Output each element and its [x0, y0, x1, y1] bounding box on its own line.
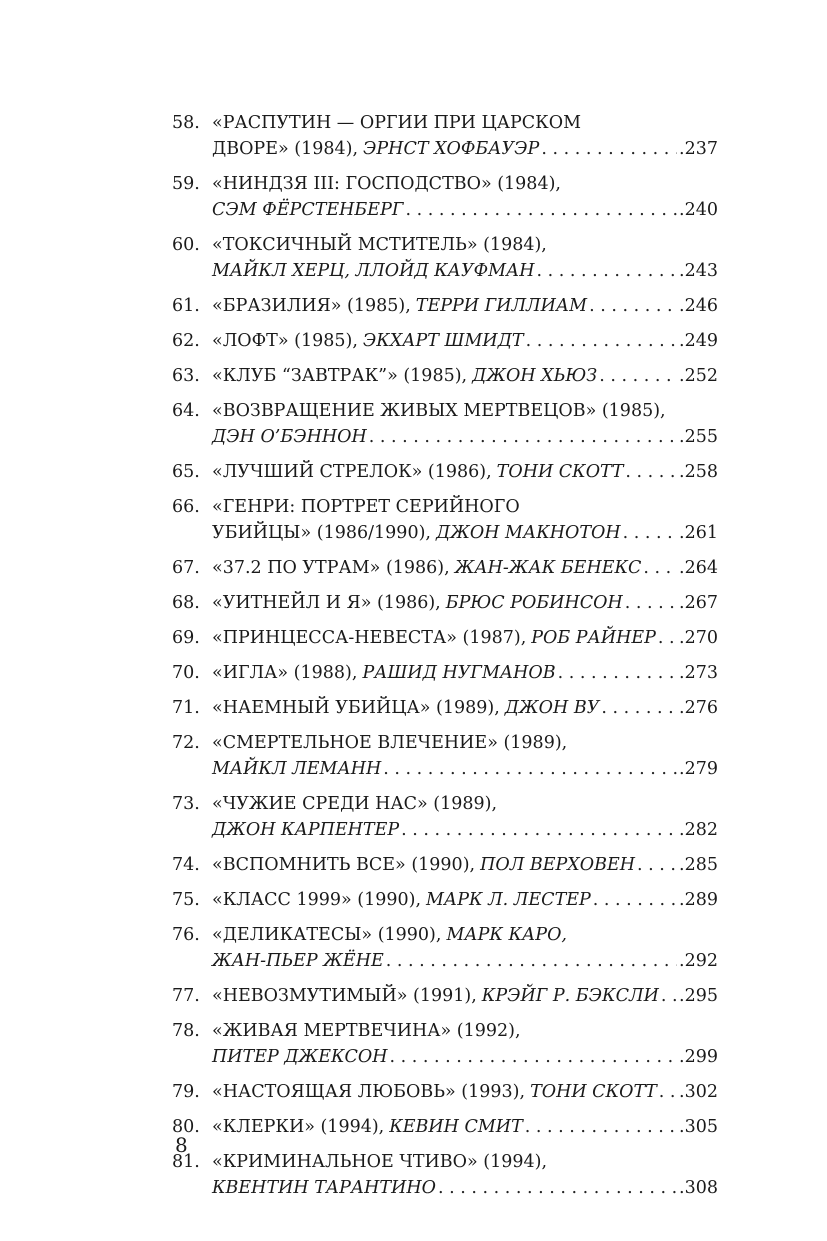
entry-page-number: .308	[679, 1178, 718, 1198]
entry-author: РОБ РАЙНЕР	[531, 628, 656, 648]
entry-title-line: «ЖИВАЯ МЕРТВЕЧИНА» (1992),	[212, 1021, 521, 1041]
entry-page-number: .295	[679, 986, 718, 1006]
entry-author: КВЕНТИН ТАРАНТИНО	[212, 1178, 436, 1198]
toc-entry[interactable]	[172, 695, 718, 721]
entry-page-number: .264	[679, 558, 718, 578]
entry-page-number: .249	[679, 331, 718, 351]
entry-number: 65.	[172, 462, 200, 482]
toc-entry[interactable]	[172, 887, 718, 913]
toc-entry[interactable]	[172, 590, 718, 616]
entry-page-number: .273	[679, 663, 718, 683]
entry-page-number: .285	[679, 855, 718, 875]
entry-author: МАРК Л. ЛЕСТЕР	[426, 890, 591, 910]
entry-author: ЖАН-ЖАК БЕНЕКС	[454, 558, 642, 578]
entry-author: ЭРНСТ ХОФБАУЭР	[363, 139, 540, 159]
entry-author: ДЖОН МАКНОТОН	[435, 523, 621, 543]
entry-number: 66.	[172, 497, 200, 517]
dot-leader	[593, 887, 677, 913]
entry-author: ЖАН-ПЬЕР ЖЁНЕ	[212, 951, 384, 971]
entry-number: 63.	[172, 366, 200, 386]
entry-page-number: .279	[679, 759, 718, 779]
entry-title-line: «НИНДЗЯ III: ГОСПОДСТВО» (1984),	[212, 174, 561, 194]
entry-author: ДЖОН ХЬЮЗ	[472, 366, 598, 386]
entry-page-number: .258	[679, 462, 718, 482]
dot-leader	[537, 258, 677, 284]
dot-leader	[589, 293, 677, 319]
entry-title: «НЕВОЗМУТИМЫЙ» (1991),	[212, 986, 477, 1006]
toc-entry[interactable]	[172, 730, 718, 782]
entry-page-number: .270	[679, 628, 718, 648]
entry-title-line: «ТОКСИЧНЫЙ МСТИТЕЛЬ» (1984),	[212, 235, 547, 255]
entry-title-line: «ГЕНРИ: ПОРТРЕТ СЕРИЙНОГО	[212, 497, 520, 517]
dot-leader	[386, 948, 677, 974]
entry-title-line: «РАСПУТИН — ОРГИИ ПРИ ЦАРСКОМ	[212, 113, 581, 133]
entry-number: 71.	[172, 698, 200, 718]
toc-entry[interactable]	[172, 852, 718, 878]
toc-entry[interactable]	[172, 494, 718, 546]
dot-leader	[369, 424, 677, 450]
entry-title: «37.2 ПО УТРАМ» (1986),	[212, 558, 450, 578]
entry-author: ТОНИ СКОТТ	[496, 462, 624, 482]
entry-title: «ИГЛА» (1988),	[212, 663, 358, 683]
entry-author: ДЖОН ВУ	[504, 698, 600, 718]
entry-title: «ЛОФТ» (1985),	[212, 331, 358, 351]
dot-leader	[599, 363, 677, 389]
toc-entry[interactable]	[172, 660, 718, 686]
entry-author: ПИТЕР ДЖЕКСОН	[212, 1047, 388, 1067]
entry-page-number: .292	[679, 951, 718, 971]
dot-leader	[541, 136, 677, 162]
entry-author: ДЖОН КАРПЕНТЕР	[212, 820, 400, 840]
entry-author: КЕВИН СМИТ	[389, 1117, 523, 1137]
dot-leader	[658, 625, 677, 651]
dot-leader	[661, 983, 677, 1009]
toc-entry[interactable]	[172, 328, 718, 354]
entry-number: 62.	[172, 331, 200, 351]
table-of-contents	[172, 110, 718, 1210]
entry-page-number: .276	[679, 698, 718, 718]
toc-entry[interactable]	[172, 363, 718, 389]
entry-author: ДЭН О’БЭННОН	[212, 427, 367, 447]
entry-author: БРЮС РОБИНСОН	[445, 593, 623, 613]
entry-number: 67.	[172, 558, 200, 578]
page-number: 8	[175, 1133, 188, 1157]
dot-leader	[526, 328, 677, 354]
entry-page-number: .255	[679, 427, 718, 447]
dot-leader	[390, 1044, 678, 1070]
dot-leader	[405, 197, 677, 223]
entry-author: РАШИД НУГМАНОВ	[362, 663, 556, 683]
dot-leader	[601, 695, 677, 721]
entry-title: УБИЙЦЫ» (1986/1990),	[212, 523, 431, 543]
entry-author: СЭМ ФЁРСТЕНБЕРГ	[212, 200, 404, 220]
dot-leader	[401, 817, 677, 843]
toc-entry[interactable]	[172, 1149, 718, 1201]
toc-entry[interactable]	[172, 398, 718, 450]
entry-page-number: .240	[679, 200, 718, 220]
toc-entry[interactable]	[172, 1114, 718, 1140]
entry-number: 72.	[172, 733, 200, 753]
dot-leader	[625, 590, 677, 616]
entry-author: ТОНИ СКОТТ	[530, 1082, 657, 1102]
entry-title: «ЛУЧШИЙ СТРЕЛОК» (1986),	[212, 462, 492, 482]
entry-title: ДВОРЕ» (1984),	[212, 139, 359, 159]
entry-title-line: «КРИМИНАЛЬНОЕ ЧТИВО» (1994),	[212, 1152, 548, 1172]
toc-entry[interactable]	[172, 232, 718, 284]
entry-title-line: «ВОЗВРАЩЕНИЕ ЖИВЫХ МЕРТВЕЦОВ» (1985),	[212, 401, 666, 421]
entry-title: «ВСПОМНИТЬ ВСЕ» (1990),	[212, 855, 476, 875]
entry-number: 60.	[172, 235, 200, 255]
toc-entry[interactable]	[172, 791, 718, 843]
dot-leader	[383, 756, 677, 782]
entry-author: МАЙКЛ ЛЕМАНН	[212, 759, 382, 779]
toc-entry[interactable]	[172, 459, 718, 485]
entry-page-number: .267	[679, 593, 718, 613]
entry-author-part: МАРК КАРО,	[446, 925, 567, 945]
entry-title: «НАЕМНЫЙ УБИЙЦА» (1989),	[212, 698, 500, 718]
dot-leader	[659, 1079, 677, 1105]
entry-page-number: .243	[679, 261, 718, 281]
entry-number: 80.	[172, 1117, 200, 1137]
toc-entry[interactable]	[172, 922, 718, 974]
entry-page-number: .302	[679, 1082, 718, 1102]
entry-number: 64.	[172, 401, 200, 421]
entry-author: ЭКХАРТ ШМИДТ	[362, 331, 524, 351]
entry-title-line: «ДЕЛИКАТЕСЫ» (1990),	[212, 925, 442, 945]
entry-title: «КЛАСС 1999» (1990),	[212, 890, 422, 910]
entry-number: 69.	[172, 628, 200, 648]
entry-page-number: .252	[679, 366, 718, 386]
dot-leader	[623, 520, 677, 546]
toc-entry[interactable]	[172, 293, 718, 319]
toc-entry[interactable]	[172, 555, 718, 581]
entry-author: МАЙКЛ ХЕРЦ, ЛЛОЙД КАУФМАН	[212, 261, 535, 281]
entry-title-line: «ЧУЖИЕ СРЕДИ НАС» (1989),	[212, 794, 498, 814]
dot-leader	[637, 852, 677, 878]
entry-number: 78.	[172, 1021, 200, 1041]
toc-entry[interactable]	[172, 171, 718, 223]
entry-number: 59.	[172, 174, 200, 194]
dot-leader	[643, 555, 677, 581]
toc-entry[interactable]	[172, 625, 718, 651]
entry-page-number: .299	[679, 1047, 718, 1067]
entry-number: 68.	[172, 593, 200, 613]
dot-leader	[558, 660, 677, 686]
entry-number: 76.	[172, 925, 200, 945]
entry-page-number: .261	[679, 523, 718, 543]
entry-page-number: .289	[679, 890, 718, 910]
entry-number: 79.	[172, 1082, 200, 1102]
entry-author: КРЭЙГ Р. БЭКСЛИ	[481, 986, 659, 1006]
entry-title-line: «СМЕРТЕЛЬНОЕ ВЛЕЧЕНИЕ» (1989),	[212, 733, 568, 753]
entry-title: «НАСТОЯЩАЯ ЛЮБОВЬ» (1993),	[212, 1082, 526, 1102]
entry-number: 75.	[172, 890, 200, 910]
entry-number: 70.	[172, 663, 200, 683]
entry-title: «БРАЗИЛИЯ» (1985),	[212, 296, 411, 316]
entry-number: 61.	[172, 296, 200, 316]
entry-number: 58.	[172, 113, 200, 133]
dot-leader	[438, 1175, 677, 1201]
toc-entry[interactable]	[172, 110, 718, 162]
toc-entry[interactable]	[172, 983, 718, 1009]
entry-title: «КЛЕРКИ» (1994),	[212, 1117, 385, 1137]
entry-title: «ПРИНЦЕССА-НЕВЕСТА» (1987),	[212, 628, 527, 648]
entry-page-number: .246	[679, 296, 718, 316]
entry-title: «УИТНЕЙЛ И Я» (1986),	[212, 593, 441, 613]
entry-number: 77.	[172, 986, 200, 1006]
entry-page-number: .305	[679, 1117, 718, 1137]
entry-author: ПОЛ ВЕРХОВЕН	[480, 855, 635, 875]
entry-title: «КЛУБ “ЗАВТРАК”» (1985),	[212, 366, 468, 386]
entry-author: ТЕРРИ ГИЛЛИАМ	[415, 296, 588, 316]
entry-number: 74.	[172, 855, 200, 875]
entry-page-number: .282	[679, 820, 718, 840]
entry-number: 81.	[172, 1152, 200, 1172]
entry-number: 73.	[172, 794, 200, 814]
entry-page-number: .237	[679, 139, 718, 159]
dot-leader	[625, 459, 677, 485]
toc-entry[interactable]	[172, 1079, 718, 1105]
toc-entry[interactable]	[172, 1018, 718, 1070]
dot-leader	[525, 1114, 677, 1140]
